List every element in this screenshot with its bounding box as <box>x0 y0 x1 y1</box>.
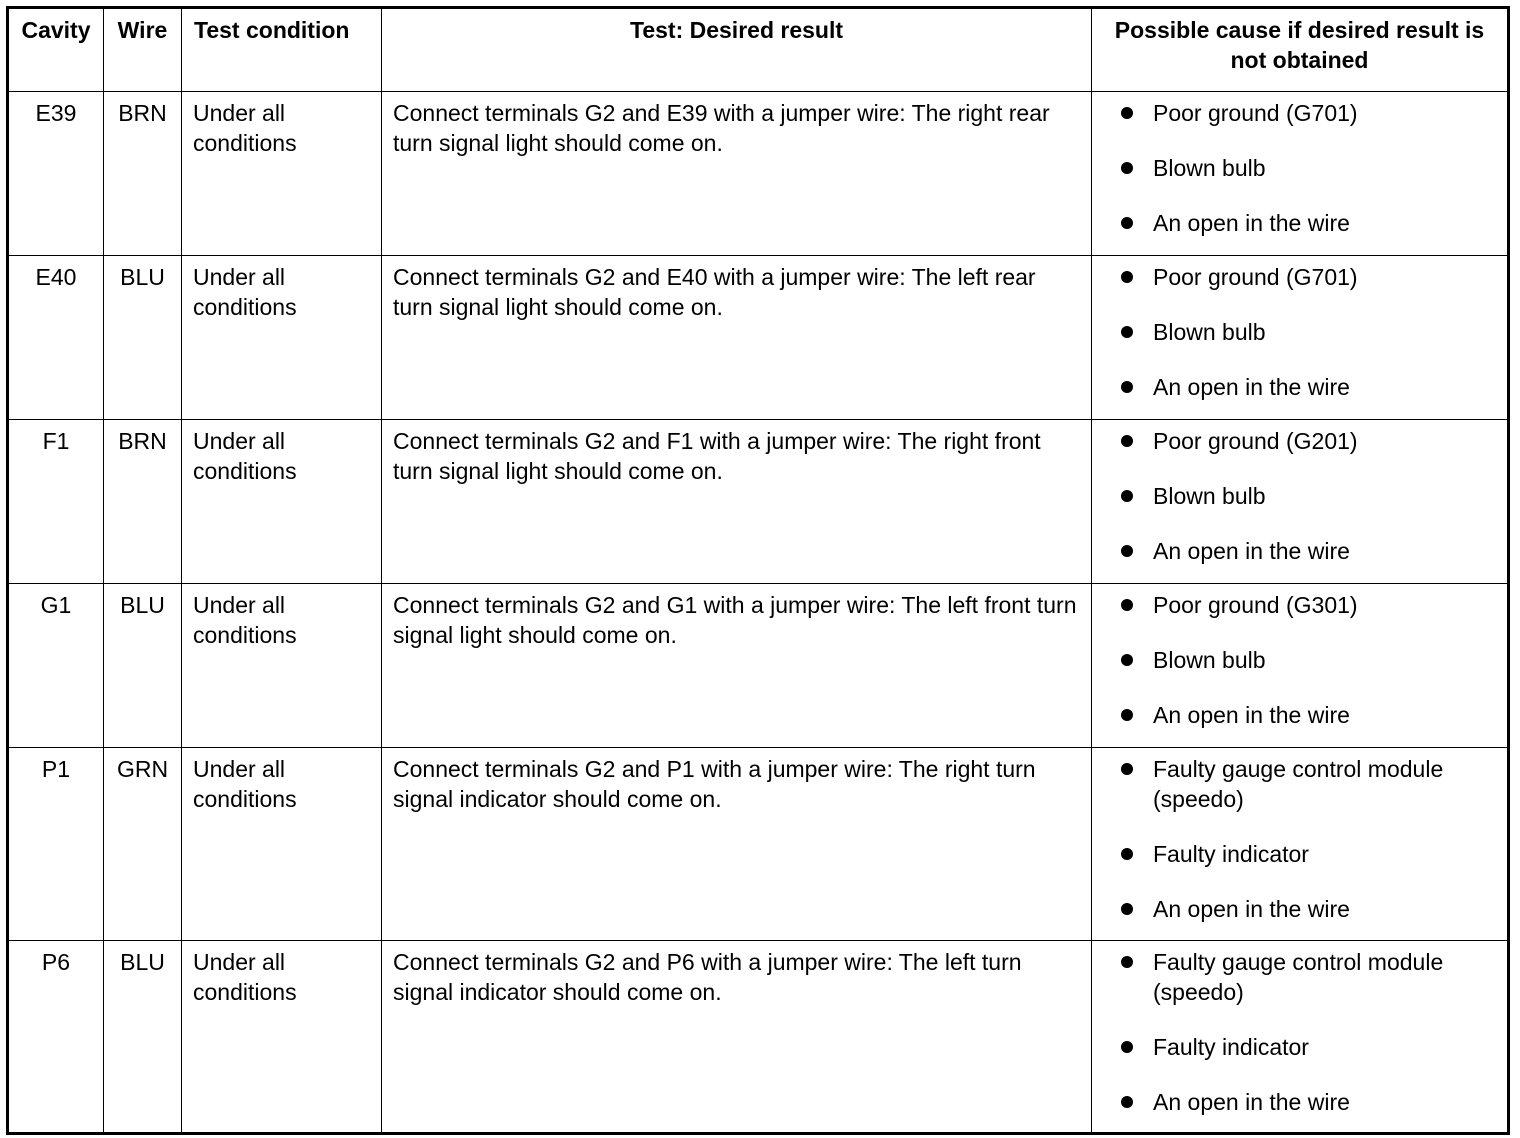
possible-cause-cell <box>1092 420 1509 584</box>
cause-list <box>1116 98 1499 238</box>
cause-item: Poor ground (G701) <box>1116 98 1499 128</box>
wire-cell: BLU <box>104 941 182 1134</box>
header-row <box>8 8 1509 92</box>
header-cavity: Cavity <box>8 8 104 92</box>
cause-item: An open in the wire <box>1116 372 1499 402</box>
desired-result-cell: Connect terminals G2 and F1 with a jumper wire: The right front turn signal light should come on. <box>382 420 1092 584</box>
condition-cell: Under all conditions <box>182 92 382 256</box>
cavity-cell: P1 <box>8 748 104 941</box>
wire-cell: BLU <box>104 584 182 748</box>
bullet-icon <box>1121 654 1133 666</box>
cause-item: An open in the wire <box>1116 1087 1499 1117</box>
cavity-cell: E40 <box>8 256 104 420</box>
condition-cell: Under all conditions <box>182 256 382 420</box>
desired-result-cell: Connect terminals G2 and P6 with a jumper wire: The left turn signal indicator should come on. <box>382 941 1092 1134</box>
header-possible-cause: Possible cause if desired result is not obtained <box>1092 8 1509 92</box>
desired-result-cell: Connect terminals G2 and P1 with a jumper wire: The right turn signal indicator should come on. <box>382 748 1092 941</box>
bullet-icon <box>1121 848 1133 860</box>
cause-list <box>1116 262 1499 402</box>
cause-item: Blown bulb <box>1116 153 1499 183</box>
cause-item: An open in the wire <box>1116 894 1499 924</box>
possible-cause-cell <box>1092 92 1509 256</box>
header-test-condition: Test condition <box>182 8 382 92</box>
cavity-cell: G1 <box>8 584 104 748</box>
cause-item: Blown bulb <box>1116 317 1499 347</box>
possible-cause-cell <box>1092 584 1509 748</box>
desired-result-cell: Connect terminals G2 and E40 with a jumper wire: The left rear turn signal light should come on. <box>382 256 1092 420</box>
header-wire: Wire <box>104 8 182 92</box>
table-row <box>8 941 1509 1134</box>
cause-list <box>1116 754 1499 924</box>
bullet-icon <box>1121 162 1133 174</box>
wire-cell: GRN <box>104 748 182 941</box>
cavity-cell: P6 <box>8 941 104 1134</box>
bullet-icon <box>1121 107 1133 119</box>
table-row <box>8 748 1509 941</box>
bullet-icon <box>1121 956 1133 968</box>
cause-list <box>1116 590 1499 730</box>
bullet-icon <box>1121 903 1133 915</box>
bullet-icon <box>1121 490 1133 502</box>
bullet-icon <box>1121 435 1133 447</box>
bullet-icon <box>1121 217 1133 229</box>
cause-item: An open in the wire <box>1116 700 1499 730</box>
bullet-icon <box>1121 326 1133 338</box>
possible-cause-cell <box>1092 941 1509 1134</box>
bullet-icon <box>1121 381 1133 393</box>
wire-cell: BRN <box>104 92 182 256</box>
condition-cell: Under all conditions <box>182 584 382 748</box>
condition-cell: Under all conditions <box>182 941 382 1134</box>
desired-result-cell: Connect terminals G2 and G1 with a jumper wire: The left front turn signal light should come on. <box>382 584 1092 748</box>
cause-item: Faulty indicator <box>1116 1032 1499 1062</box>
bullet-icon <box>1121 709 1133 721</box>
cause-item: Faulty gauge control module (speedo) <box>1116 754 1499 814</box>
cause-item: An open in the wire <box>1116 208 1499 238</box>
cause-item: Blown bulb <box>1116 645 1499 675</box>
cause-item: Faulty gauge control module (speedo) <box>1116 947 1499 1007</box>
wire-cell: BRN <box>104 420 182 584</box>
desired-result-cell: Connect terminals G2 and E39 with a jumper wire: The right rear turn signal light should come on. <box>382 92 1092 256</box>
cause-item: Poor ground (G301) <box>1116 590 1499 620</box>
bullet-icon <box>1121 1041 1133 1053</box>
cause-item: Poor ground (G701) <box>1116 262 1499 292</box>
table-row <box>8 420 1509 584</box>
cause-item: An open in the wire <box>1116 536 1499 566</box>
cause-item: Faulty indicator <box>1116 839 1499 869</box>
table-row <box>8 92 1509 256</box>
wire-cell: BLU <box>104 256 182 420</box>
header-desired-result: Test: Desired result <box>382 8 1092 92</box>
cavity-cell: E39 <box>8 92 104 256</box>
connector-test-table <box>6 6 1510 1135</box>
bullet-icon <box>1121 599 1133 611</box>
cavity-cell: F1 <box>8 420 104 584</box>
bullet-icon <box>1121 1096 1133 1108</box>
cause-list <box>1116 426 1499 566</box>
bullet-icon <box>1121 763 1133 775</box>
possible-cause-cell <box>1092 256 1509 420</box>
cause-item: Poor ground (G201) <box>1116 426 1499 456</box>
bullet-icon <box>1121 545 1133 557</box>
table-row <box>8 584 1509 748</box>
table-row <box>8 256 1509 420</box>
bullet-icon <box>1121 271 1133 283</box>
possible-cause-cell <box>1092 748 1509 941</box>
condition-cell: Under all conditions <box>182 420 382 584</box>
condition-cell: Under all conditions <box>182 748 382 941</box>
cause-item: Blown bulb <box>1116 481 1499 511</box>
cause-list <box>1116 947 1499 1117</box>
